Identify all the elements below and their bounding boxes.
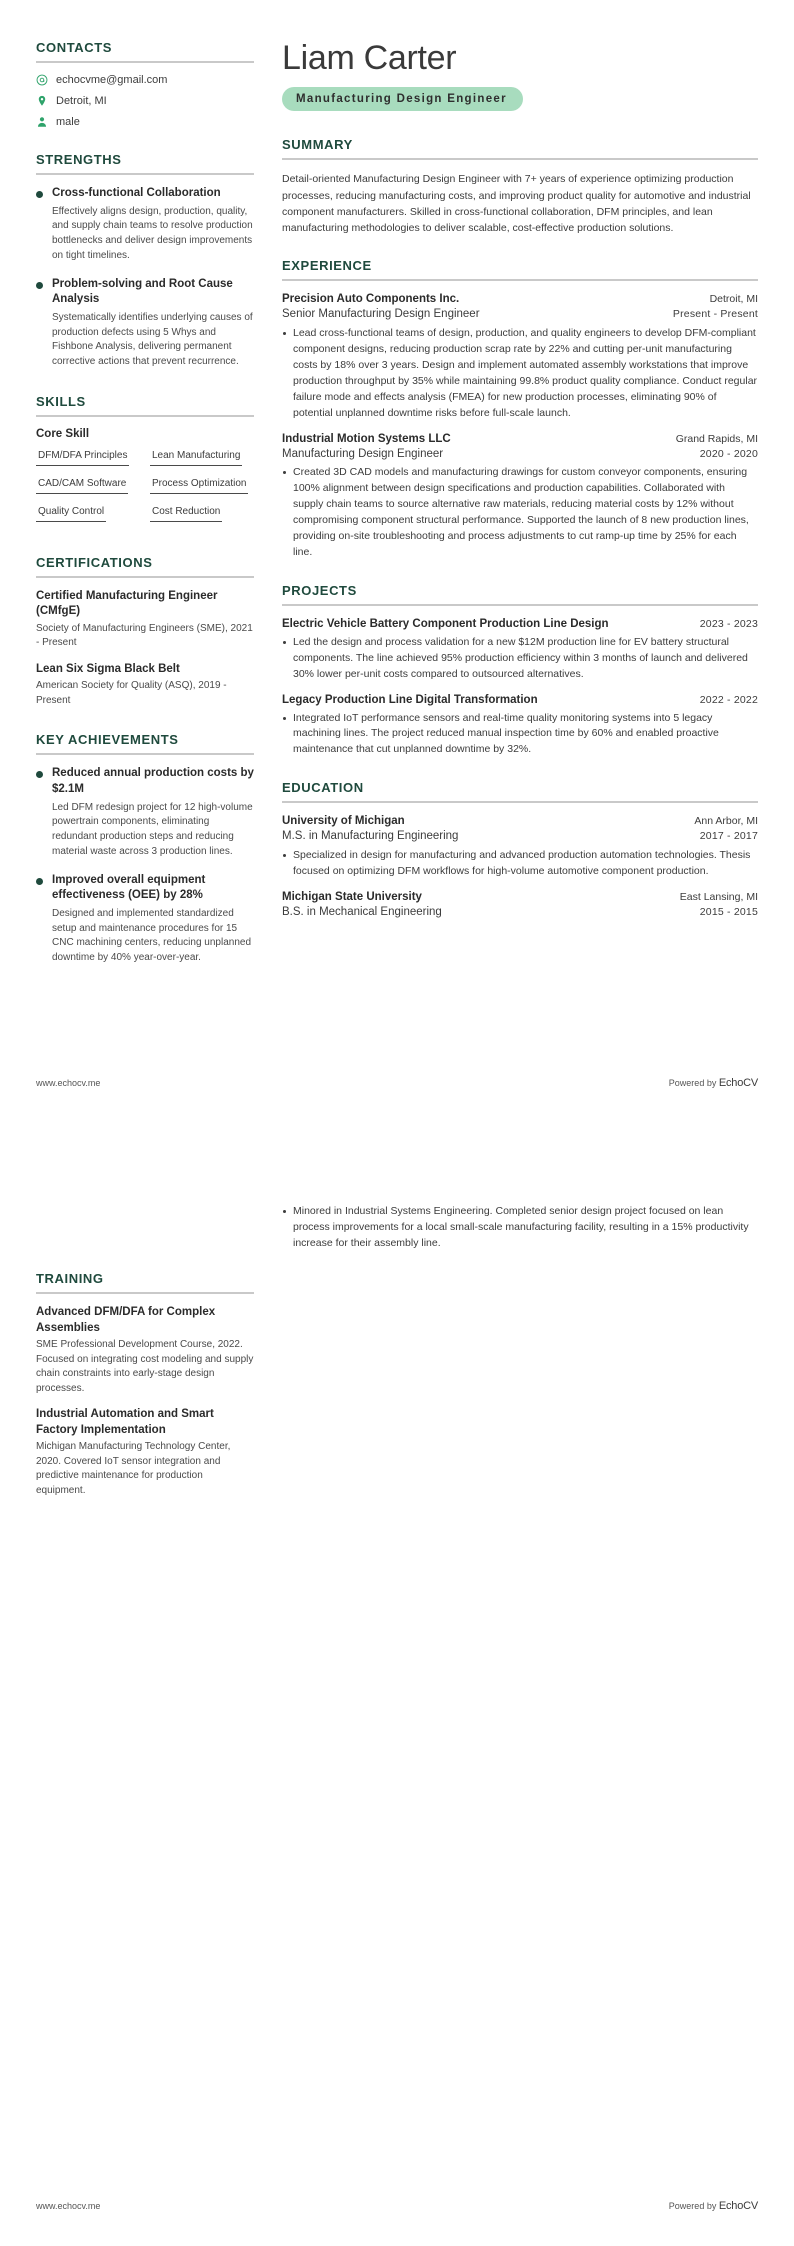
skills-heading: SKILLS <box>36 393 86 409</box>
footer-powered-by-label: Powered by <box>668 2201 717 2211</box>
training-heading: TRAINING <box>36 1271 104 1286</box>
location-pin-icon <box>36 95 48 107</box>
achievement-item <box>36 873 254 966</box>
strength-title: Problem-solving and Root Cause Analysis <box>52 277 233 306</box>
contact-item-gender[interactable] <box>36 116 254 128</box>
education-degree: M.S. in Manufacturing Engineering <box>282 830 459 843</box>
education-date: 2017 - 2017 <box>699 830 758 843</box>
experience-bullets <box>282 326 758 422</box>
section-divider <box>282 279 758 281</box>
section-divider <box>36 415 254 417</box>
project-bullet: Led the design and process validation for a new $12M production line for EV battery structural components. The line achieved 95% production efficiency within 3 months of launch and delivered 30% lower per-unit costs compared to outsourced alternatives. <box>282 635 758 683</box>
footer-branding <box>669 1077 758 1089</box>
bullet-dot-icon <box>36 771 43 778</box>
project-title: Electric Vehicle Battery Component Production Line Design <box>282 617 609 630</box>
experience-role: Senior Manufacturing Design Engineer <box>282 308 480 321</box>
experience-bullet: Created 3D CAD models and manufacturing drawings for custom conveyor components, ensuring 100% alignment between design specifications and production capabilities. Collaborated with supply chain teams to source alternative raw materials, reducing material costs by 12% without compromising component structural performance. Supported the launch of 8 new production lines, providing on-site troubleshooting and process adjustments to cut ramp-up time by 25% for each line. <box>282 465 758 561</box>
strength-description: Systematically identifies underlying causes of production defects using 5 Whys and Fishbone Analysis, delivering permanent corrective actions that prevent recurrence. <box>52 311 253 368</box>
training-title: Advanced DFM/DFA for Complex Assemblies <box>36 1306 216 1334</box>
contact-gender-value: male <box>56 116 80 128</box>
contacts-heading: CONTACTS <box>36 40 113 55</box>
main-column <box>282 40 758 990</box>
sidebar-column <box>36 40 254 990</box>
experience-entry <box>282 292 758 421</box>
section-divider <box>282 604 758 606</box>
education-organization: University of Michigan <box>282 815 405 828</box>
strengths-heading: STRENGTHS <box>36 152 122 167</box>
person-icon <box>36 116 48 128</box>
experience-section <box>282 258 758 560</box>
education-date: 2015 - 2015 <box>699 905 758 918</box>
email-icon <box>36 74 48 86</box>
skills-category-label: Core Skill <box>36 427 90 440</box>
experience-entry <box>282 432 758 561</box>
experience-location: Detroit, MI <box>709 293 758 306</box>
skills-grid <box>36 447 254 531</box>
skill-chip: Lean Manufacturing <box>150 447 242 466</box>
footer-powered-by-label: Powered by <box>668 1078 717 1088</box>
education-bullet: Minored in Industrial Systems Engineering. Completed senior design project focused on lean process improvements for a local small-scale manufacturing facility, resulting in a 15% productivity increase for their assembly line. <box>282 1204 758 1252</box>
certification-subtitle: Society of Manufacturing Engineers (SME), 2021 - Present <box>36 622 253 649</box>
contact-location-value: Detroit, MI <box>56 95 107 107</box>
bullet-dot-icon <box>36 282 43 289</box>
training-subtitle: Michigan Manufacturing Technology Center, 2020. Covered IoT sensor integration and predictive maintenance for production equipment. <box>36 1441 231 1496</box>
certification-title: Lean Six Sigma Black Belt <box>36 662 180 675</box>
training-subtitle: SME Professional Development Course, 2022. Focused on integrating cost modeling and supply chain constraints into early-stage design processes. <box>36 1339 254 1394</box>
page-title: Liam Carter <box>282 39 457 77</box>
experience-organization: Precision Auto Components Inc. <box>282 293 460 306</box>
training-item <box>36 1407 254 1498</box>
section-divider <box>36 173 254 175</box>
section-divider <box>282 801 758 803</box>
project-bullet: Integrated IoT performance sensors and real-time quality monitoring systems into 5 legacy machining lines. The project reduced manual inspection time by 60% and enabled proactive maintenance that cut unplanned downtime by 32%. <box>282 711 758 759</box>
skill-chip: Cost Reduction <box>150 503 222 522</box>
project-date: 2023 - 2023 <box>699 617 758 630</box>
achievement-description: Designed and implemented standardized setup and maintenance procedures for 15 CNC machining centers, reducing unplanned downtime by 40% year-over-year. <box>52 907 252 964</box>
certification-subtitle: American Society for Quality (ASQ), 2019 - Present <box>36 680 227 706</box>
training-title: Industrial Automation and Smart Factory Implementation <box>36 1408 214 1436</box>
training-section <box>36 1271 254 1498</box>
education-heading: EDUCATION <box>282 780 364 796</box>
main-column-page2 <box>282 1163 758 1522</box>
footer-url[interactable]: www.echocv.me <box>36 2201 101 2211</box>
footer-branding <box>669 2200 758 2212</box>
footer-brand-name: EchoCV <box>718 2200 758 2212</box>
skills-section <box>36 394 254 531</box>
experience-organization: Industrial Motion Systems LLC <box>282 432 451 445</box>
project-entry <box>282 617 758 683</box>
contact-item-location[interactable] <box>36 95 254 107</box>
certifications-heading: CERTIFICATIONS <box>36 554 153 570</box>
education-organization: Michigan State University <box>282 890 422 903</box>
skill-chip: CAD/CAM Software <box>36 475 128 494</box>
section-divider <box>36 576 254 578</box>
education-entry <box>282 814 758 879</box>
experience-bullets <box>282 465 758 561</box>
project-date: 2022 - 2022 <box>699 693 758 706</box>
key-achievements-heading: KEY ACHIEVEMENTS <box>36 732 179 748</box>
footer-url[interactable]: www.echocv.me <box>36 1078 101 1088</box>
training-item <box>36 1305 254 1396</box>
summary-text: Detail-oriented Manufacturing Design Engineer with 7+ years of experience optimizing production processes, reducing manufacturing costs, and improving product quality for automotive and industrial component manufacturers. Skilled in cross-functional collaboration, DFM principles, and lean manufacturing methodologies to deliver scalable, cost-effective production solutions. <box>282 173 751 235</box>
achievement-title: Improved overall equipment effectiveness (OEE) by 28% <box>52 873 206 902</box>
strength-title: Cross-functional Collaboration <box>52 187 221 199</box>
education-bullet: Specialized in design for manufacturing and advanced production automation technologies. Thesis focused on optimizing DFM workflows for high-volume automotive component production. <box>282 848 758 880</box>
education-degree: B.S. in Mechanical Engineering <box>282 905 442 918</box>
strengths-section <box>36 152 254 370</box>
certification-item <box>36 589 254 651</box>
experience-location: Grand Rapids, MI <box>675 432 758 445</box>
education-section <box>282 780 758 920</box>
project-entry <box>282 693 758 759</box>
section-divider <box>36 753 254 755</box>
strength-description: Effectively aligns design, production, quality, and supply chain teams to resolve production bottlenecks and deliver design improvements on tight timelines. <box>52 205 253 261</box>
experience-date: 2020 - 2020 <box>699 447 758 460</box>
education-bullets <box>282 848 758 880</box>
experience-heading: EXPERIENCE <box>282 258 372 274</box>
experience-role: Manufacturing Design Engineer <box>282 447 444 460</box>
project-bullets <box>282 635 758 683</box>
achievement-description: Led DFM redesign project for 12 high-volume powertrain components, eliminating redundant production steps and reducing material waste across 3 production lines. <box>52 801 253 857</box>
key-achievements-section <box>36 732 254 965</box>
skill-chip: DFM/DFA Principles <box>36 447 129 466</box>
education-location: East Lansing, MI <box>679 890 758 903</box>
certification-title: Certified Manufacturing Engineer (CMfgE) <box>36 589 218 618</box>
summary-section <box>282 137 758 236</box>
experience-bullet: Lead cross-functional teams of design, production, and quality engineers to develop DFM-compliant component designs, reducing production scrap rate by 22% and cutting per-unit manufacturing costs by 18% over 3 years. Design and implement automated assembly workstations that improve production throughput by 35% while maintaining 99.8% product quality compliance. Conduct regular failure mode and effects analysis (FMEA) for new production processes, eliminating 90% of potential unplanned downtime risks before full-scale launch. <box>282 326 758 422</box>
skill-chip: Process Optimization <box>150 475 248 494</box>
education-continued-bullets <box>282 1204 758 1252</box>
project-title: Legacy Production Line Digital Transformation <box>282 693 538 706</box>
achievement-item <box>36 766 254 859</box>
education-entry <box>282 890 758 920</box>
job-title-badge: Manufacturing Design Engineer <box>282 87 523 111</box>
contacts-section <box>36 40 254 128</box>
sidebar-column-page2 <box>36 1163 254 1522</box>
section-divider <box>282 158 758 160</box>
contact-email-value: echocvme@gmail.com <box>56 74 168 86</box>
bullet-dot-icon <box>36 191 43 198</box>
certifications-section <box>36 555 254 709</box>
page-footer <box>36 2200 758 2212</box>
contact-item-email[interactable] <box>36 74 254 86</box>
achievement-title: Reduced annual production costs by $2.1M <box>52 767 254 795</box>
certification-item <box>36 662 254 709</box>
summary-heading: SUMMARY <box>282 137 353 153</box>
resume-page-2 <box>0 1123 794 2246</box>
footer-brand-name: EchoCV <box>718 1077 758 1089</box>
projects-heading: PROJECTS <box>282 582 357 598</box>
education-location: Ann Arbor, MI <box>694 815 758 828</box>
projects-section <box>282 583 758 759</box>
experience-date: Present - Present <box>672 308 758 321</box>
project-bullets <box>282 711 758 759</box>
page-footer <box>36 1077 758 1089</box>
strength-item <box>36 277 254 370</box>
bullet-dot-icon <box>36 878 43 885</box>
skill-chip: Quality Control <box>36 503 106 522</box>
section-divider <box>36 1292 254 1294</box>
section-divider <box>36 61 254 63</box>
strength-item <box>36 186 254 264</box>
